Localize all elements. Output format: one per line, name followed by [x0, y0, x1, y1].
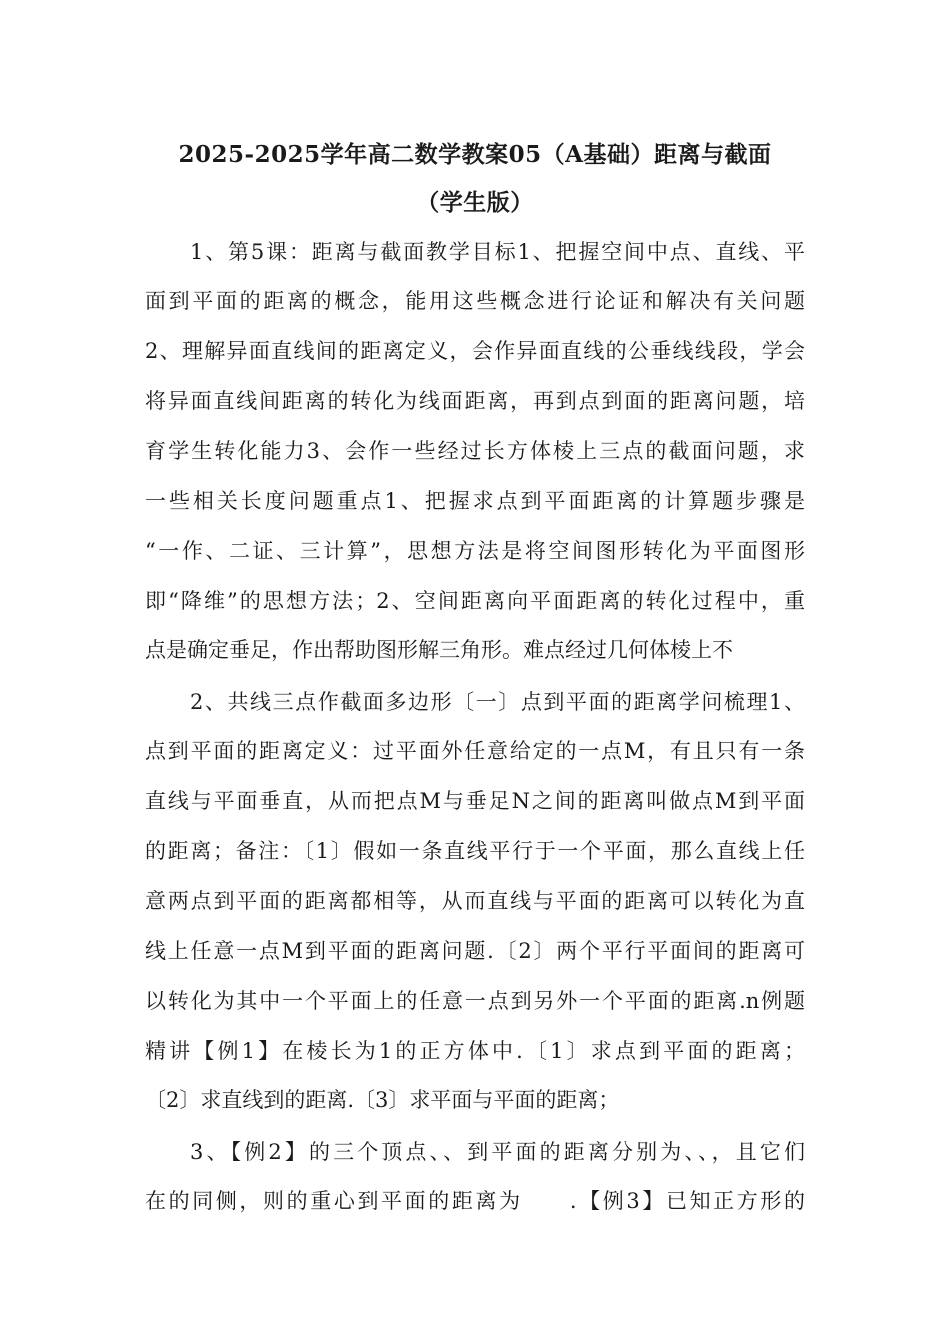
- paragraph-2-line-3: 直线与平面垂直，从而把点M与垂足N之间的距离叫做点M到平面: [145, 789, 805, 813]
- document-title: 2025-2025学年高二数学教案05（A基础）距离与截面: [178, 141, 772, 168]
- paragraph-2-line-9: 〔2〕求直线到的距离.〔3〕求平面与平面的距离；: [145, 1088, 620, 1112]
- paragraph-3-line-1: 3、【例2】的三个顶点、、到平面的距离分别为、、，且它们: [190, 1140, 805, 1164]
- paragraph-2-line-4: 的距离；备注：〔1〕假如一条直线平行于一个平面，那么直线上任: [145, 839, 805, 863]
- paragraph-2-line-7: 以转化为其中一个平面上的任意一点到另外一个平面的距离.n例题: [145, 989, 805, 1013]
- paragraph-1-line-3: 2、理解异面直线间的距离定义，会作异面直线的公垂线线段，学会: [145, 339, 805, 363]
- paragraph-2-line-6: 线上任意一点M到平面的距离问题.〔2〕两个平行平面间的距离可: [145, 939, 805, 963]
- paragraph-2-line-1: 2、共线三点作截面多边形〔一〕点到平面的距离学问梳理1、: [190, 690, 805, 714]
- paragraph-1-line-6: 一些相关长度问题重点1、把握求点到平面距离的计算题步骤是: [145, 489, 805, 513]
- paragraph-1-line-9: 点是确定垂足，作出帮助图形解三角形。难点经过几何体棱上不: [145, 638, 733, 662]
- paragraph-1-line-5: 育学生转化能力3、会作一些经过长方体棱上三点的截面问题，求: [145, 439, 805, 463]
- paragraph-3-line-2: 在的同侧，则的重心到平面的距离为 .【例3】已知正方形的: [145, 1189, 805, 1213]
- paragraph-1-line-4: 将异面直线间距离的转化为线面距离，再到点到面的距离问题，培: [145, 389, 805, 413]
- paragraph-1-line-8: 即“降维”的思想方法；2、空间距离向平面距离的转化过程中，重: [145, 589, 805, 613]
- document-subtitle: （学生版）: [416, 189, 534, 216]
- paragraph-2-line-2: 点到平面的距离定义：过平面外任意给定的一点M，有且只有一条: [145, 739, 805, 763]
- paragraph-1-line-7: “一作、二证、三计算”，思想方法是将空间图形转化为平面图形: [145, 539, 805, 563]
- paragraph-2-line-5: 意两点到平面的距离都相等，从而直线与平面的距离可以转化为直: [145, 889, 805, 913]
- paragraph-2-line-8: 精讲【例1】在棱长为1的正方体中.〔1〕求点到平面的距离；: [145, 1039, 805, 1063]
- paragraph-1-line-2: 面到平面的距离的概念，能用这些概念进行论证和解决有关问题: [145, 289, 805, 313]
- paragraph-1-line-1: 1、第5课：距离与截面教学目标1、把握空间中点、直线、平: [190, 240, 805, 264]
